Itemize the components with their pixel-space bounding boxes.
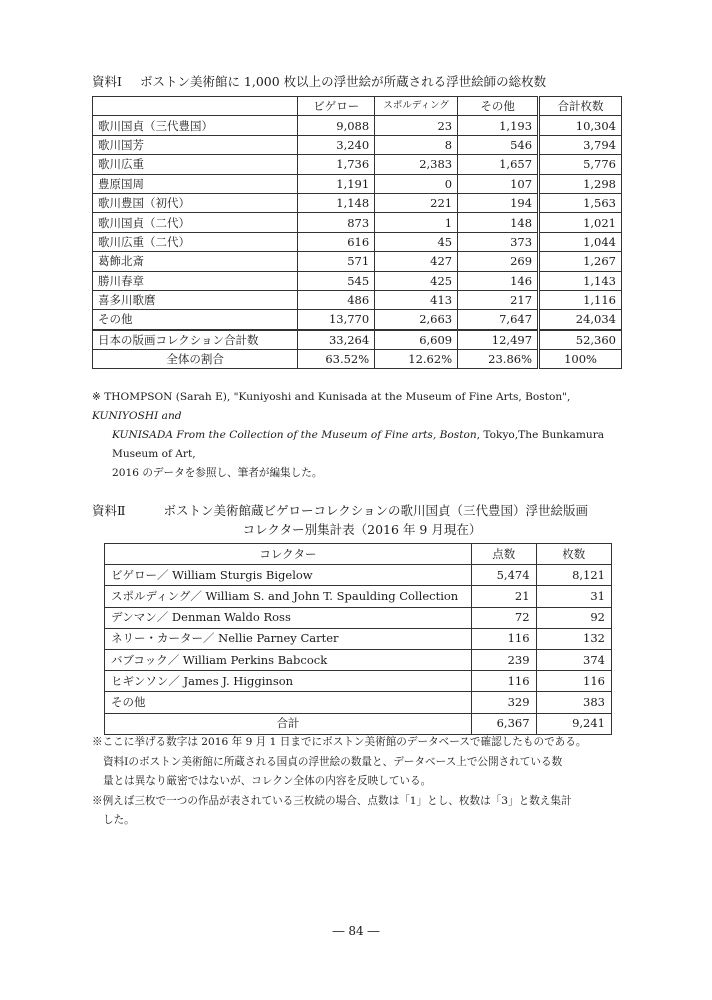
artist-name-cell: 豊原国周	[93, 174, 298, 193]
table2-header-cell: 枚数	[536, 544, 611, 565]
page-number: ― 84 ―	[332, 924, 380, 938]
count-cell: 2,663	[375, 310, 458, 330]
share-value-cell: 12.62%	[375, 350, 458, 369]
count-cell: 116	[536, 671, 611, 692]
count-cell: 24,034	[539, 310, 622, 330]
note1-line2	[92, 426, 632, 464]
count-cell: 23	[375, 116, 458, 135]
artist-name-cell: 歌川豊国（初代）	[93, 193, 298, 212]
count-cell: 1,044	[539, 232, 622, 251]
table1-header-cell: 合計枚数	[539, 97, 622, 116]
count-cell: 116	[471, 671, 536, 692]
collector-cell: デンマン／ Denman Waldo Ross	[105, 607, 472, 628]
table1-source-note	[92, 388, 632, 483]
table2-header-cell: 点数	[471, 544, 536, 565]
collector-cell: スポルディング／ William S. and John T. Spaulding Collection	[105, 586, 472, 607]
table2-title-line2: コレクター別集計表（2016 年 9 月現在）	[242, 522, 482, 537]
table2-title	[92, 501, 632, 539]
count-cell: 383	[536, 692, 611, 713]
table1-header-cell: ビゲロー	[298, 97, 375, 116]
count-cell: 239	[471, 649, 536, 670]
table1-header-row	[93, 97, 622, 116]
sum-value-cell: 52,360	[539, 330, 622, 350]
note2-p2-line1: ※例えば三枚で一つの作品が表されている三枚続の場合、点数は「1」とし、枚数は「3」と数え集計	[92, 794, 572, 807]
count-cell: 413	[375, 290, 458, 309]
count-cell: 221	[375, 193, 458, 212]
sum-value-cell: 12,497	[458, 330, 539, 350]
table1-label: 資料Ⅰ	[92, 74, 122, 89]
table-row	[93, 271, 622, 290]
note1-line3: 2016 のデータを参照し、筆者が編集した。	[112, 467, 323, 479]
count-cell: 1,116	[539, 290, 622, 309]
table2	[104, 543, 612, 735]
count-cell: 3,240	[298, 135, 375, 154]
table1-header-cell	[93, 97, 298, 116]
table-row	[93, 193, 622, 212]
note1-line2-italic: KUNISADA From the Collection of the Museum of Fine arts, Boston	[112, 429, 477, 441]
sum-value-cell: 33,264	[298, 330, 375, 350]
table1-title	[92, 72, 632, 90]
table2-header-cell: コレクター	[105, 544, 472, 565]
count-cell: 616	[298, 232, 375, 251]
share-value-cell: 100%	[539, 350, 622, 369]
artist-name-cell: 歌川広重（二代）	[93, 232, 298, 251]
count-cell: 373	[458, 232, 539, 251]
note1-line1	[92, 391, 570, 422]
collector-cell: その他	[105, 692, 472, 713]
artist-name-cell: その他	[93, 310, 298, 330]
count-cell: 1,143	[539, 271, 622, 290]
table-row	[93, 155, 622, 174]
table2-notes	[92, 733, 637, 831]
count-cell: 8	[375, 135, 458, 154]
count-cell: 1,657	[458, 155, 539, 174]
count-cell: 329	[471, 692, 536, 713]
count-cell: 13,770	[298, 310, 375, 330]
count-cell: 148	[458, 213, 539, 232]
note2-p1-line1: ※ここに挙げる数字は 2016 年 9 月 1 日までにボストン美術館のデータベースで確認したものである。	[92, 736, 587, 748]
count-cell: 8,121	[536, 565, 611, 586]
total-value-cell: 6,367	[471, 713, 536, 734]
count-cell: 217	[458, 290, 539, 309]
count-cell: 873	[298, 213, 375, 232]
count-cell: 269	[458, 252, 539, 271]
table2-total-row	[105, 713, 612, 734]
table-row	[93, 174, 622, 193]
table1-header-cell: その他	[458, 97, 539, 116]
table-row	[105, 671, 612, 692]
collector-cell: ビゲロー／ William Sturgis Bigelow	[105, 565, 472, 586]
table-row	[105, 628, 612, 649]
collector-cell: ネリー・カーター／ Nellie Parney Carter	[105, 628, 472, 649]
count-cell: 107	[458, 174, 539, 193]
artist-name-cell: 歌川国貞（二代）	[93, 213, 298, 232]
note1-line1-italic: KUNIYOSHI and	[92, 410, 182, 422]
table2-label: 資料Ⅱ	[92, 503, 126, 518]
count-cell: 0	[375, 174, 458, 193]
count-cell: 146	[458, 271, 539, 290]
note2-p1-line2: 資料Ⅰのボストン美術館に所蔵される国貞の浮世絵の数量と、データベース上で公開されている数	[103, 755, 563, 768]
count-cell: 374	[536, 649, 611, 670]
note2-p2-line2: した。	[103, 814, 135, 826]
count-cell: 1,148	[298, 193, 375, 212]
count-cell: 1,298	[539, 174, 622, 193]
table-row	[93, 252, 622, 271]
table1-share-row	[93, 350, 622, 369]
count-cell: 2,383	[375, 155, 458, 174]
total-value-cell: 9,241	[536, 713, 611, 734]
collector-cell: ヒギンソン／ James J. Higginson	[105, 671, 472, 692]
note1-line1-prefix: ※ THOMPSON (Sarah E), "Kuniyoshi and Kunisada at the Museum of Fine Arts, Boston",	[92, 391, 571, 403]
count-cell: 132	[536, 628, 611, 649]
artist-name-cell: 歌川国貞（三代豊国）	[93, 116, 298, 135]
count-cell: 1,267	[539, 252, 622, 271]
count-cell: 72	[471, 607, 536, 628]
share-value-cell: 63.52%	[298, 350, 375, 369]
count-cell: 7,647	[458, 310, 539, 330]
artist-name-cell: 歌川広重	[93, 155, 298, 174]
count-cell: 1,021	[539, 213, 622, 232]
count-cell: 5,776	[539, 155, 622, 174]
count-cell: 5,474	[471, 565, 536, 586]
table-row	[105, 692, 612, 713]
table2-header-row	[105, 544, 612, 565]
table-row	[93, 116, 622, 135]
count-cell: 427	[375, 252, 458, 271]
table-row	[105, 586, 612, 607]
note2-p1-line3: 量とは異なり厳密ではないが、コレクン全体の内容を反映している。	[103, 775, 432, 787]
table-row	[93, 213, 622, 232]
artist-name-cell: 葛飾北斎	[93, 252, 298, 271]
count-cell: 486	[298, 290, 375, 309]
count-cell: 1,563	[539, 193, 622, 212]
count-cell: 10,304	[539, 116, 622, 135]
table1-header-cell: スポルディング	[375, 97, 458, 116]
count-cell: 3,794	[539, 135, 622, 154]
count-cell: 571	[298, 252, 375, 271]
count-cell: 116	[471, 628, 536, 649]
artist-name-cell: 勝川春章	[93, 271, 298, 290]
table-row	[93, 232, 622, 251]
count-cell: 194	[458, 193, 539, 212]
table-row	[105, 565, 612, 586]
table1	[92, 96, 622, 369]
artist-name-cell: 喜多川歌麿	[93, 290, 298, 309]
count-cell: 1	[375, 213, 458, 232]
table2-title-line1: ボストン美術館蔵ビゲローコレクションの歌川国貞（三代豊国）浮世絵版画	[163, 503, 589, 518]
table-row	[93, 310, 622, 330]
count-cell: 9,088	[298, 116, 375, 135]
table-row	[105, 649, 612, 670]
sum-value-cell: 6,609	[375, 330, 458, 350]
share-value-cell: 23.86%	[458, 350, 539, 369]
table1-title-text: ボストン美術館に 1,000 枚以上の浮世絵が所蔵される浮世絵師の総枚数	[139, 74, 547, 89]
total-label-cell: 合計	[105, 713, 472, 734]
table-row	[93, 135, 622, 154]
table1-sum-row	[93, 330, 622, 350]
count-cell: 31	[536, 586, 611, 607]
count-cell: 546	[458, 135, 539, 154]
count-cell: 1,193	[458, 116, 539, 135]
table-row	[105, 607, 612, 628]
count-cell: 45	[375, 232, 458, 251]
note1-line2-suffix: , Tokyo,The Bunkamura Museum of Art,	[112, 429, 605, 460]
count-cell: 21	[471, 586, 536, 607]
table-row	[93, 290, 622, 309]
artist-name-cell: 歌川国芳	[93, 135, 298, 154]
share-label-cell: 全体の割合	[93, 350, 298, 369]
count-cell: 425	[375, 271, 458, 290]
collector-cell: バブコック／ William Perkins Babcock	[105, 649, 472, 670]
sum-label-cell: 日本の版画コレクション合計数	[93, 330, 298, 350]
count-cell: 92	[536, 607, 611, 628]
count-cell: 1,736	[298, 155, 375, 174]
count-cell: 1,191	[298, 174, 375, 193]
count-cell: 545	[298, 271, 375, 290]
